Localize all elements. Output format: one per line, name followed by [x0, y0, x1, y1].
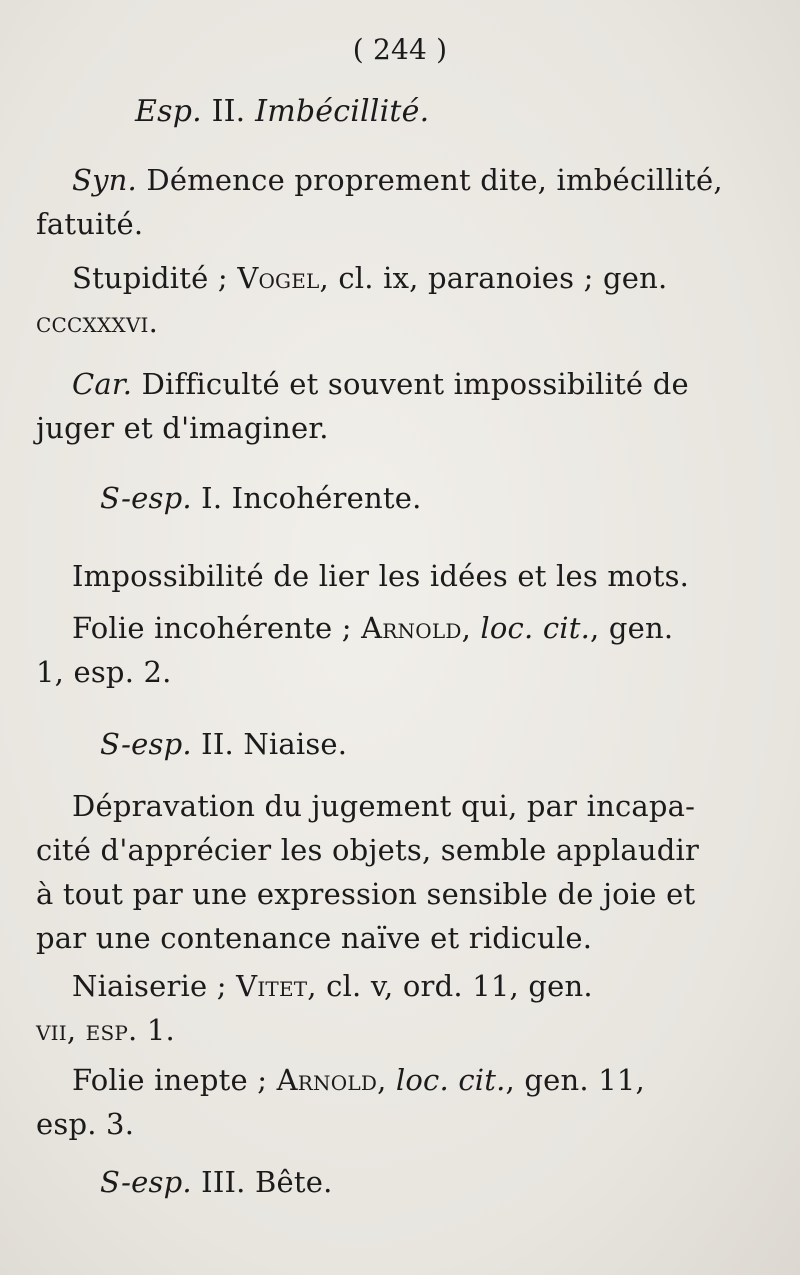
reference-line [72, 258, 760, 298]
ref-text: , cl. ix, paranoies ; gen. [319, 261, 668, 295]
ref-text: Niaiserie ; [72, 969, 237, 1003]
author-name: Vogel [237, 261, 320, 295]
text-line: fatuité. [36, 207, 144, 241]
species-heading [135, 92, 760, 132]
syn-text: Démence proprement dite, imbécillité, [136, 163, 723, 197]
ref-text: , gen. [590, 611, 674, 645]
ref-text: Stupidité ; [72, 261, 238, 295]
text-line: juger et d'imaginer. [36, 411, 329, 445]
text-line: esp. 3. [36, 1107, 135, 1141]
subspecies-heading [100, 724, 760, 764]
sesp-title: I. Incohérente. [191, 481, 422, 515]
author-name: Arnold [276, 1063, 378, 1097]
text-line: Impossibilité de lier les idées et les mots. [72, 559, 690, 593]
synonym-line [72, 160, 760, 200]
heading-title: Imbécillité. [255, 94, 430, 129]
text-line: cité d'apprécier les objets, semble applaudir [36, 833, 700, 867]
ref-text: , gen. 11, [505, 1063, 645, 1097]
reference-line [72, 966, 760, 1006]
sesp-label: S-esp. [100, 1165, 192, 1199]
reference-line [72, 1060, 760, 1100]
page-number: ( 244 ) [352, 33, 448, 66]
text-line: à tout par une expression sensible de joie et [36, 877, 696, 911]
car-text: Difficulté et souvent impossibilité de [132, 367, 689, 401]
text-line: cccxxxvi. [36, 305, 158, 339]
ref-text: , [461, 611, 481, 645]
text-line: par une contenance naïve et ridicule. [36, 921, 593, 955]
loc-cit: loc. cit. [480, 611, 591, 645]
reference-line [72, 608, 760, 648]
heading-number: II. [201, 94, 256, 129]
loc-cit: loc. cit. [395, 1063, 506, 1097]
ref-text: Folie inepte ; [72, 1063, 277, 1097]
author-name: Vitet [236, 969, 308, 1003]
car-label: Car. [72, 367, 133, 401]
ref-text: , [377, 1063, 396, 1097]
syn-label: Syn. [72, 163, 137, 197]
sesp-title: III. Bête. [191, 1165, 333, 1199]
sesp-title: II. Niaise. [191, 727, 348, 761]
sesp-label: S-esp. [100, 727, 192, 761]
character-line [72, 364, 760, 404]
subspecies-heading [100, 1162, 760, 1202]
text-line: vii, esp. 1. [36, 1013, 175, 1047]
ref-text: Folie incohérente ; [72, 611, 362, 645]
heading-esp: Esp. [135, 94, 202, 129]
ref-text: , cl. v, ord. 11, gen. [307, 969, 593, 1003]
text-line: 1, esp. 2. [36, 655, 172, 689]
text-line: Dépravation du jugement qui, par incapa- [72, 789, 696, 823]
author-name: Arnold [361, 611, 462, 645]
sesp-label: S-esp. [100, 481, 192, 515]
subspecies-heading [100, 478, 760, 518]
